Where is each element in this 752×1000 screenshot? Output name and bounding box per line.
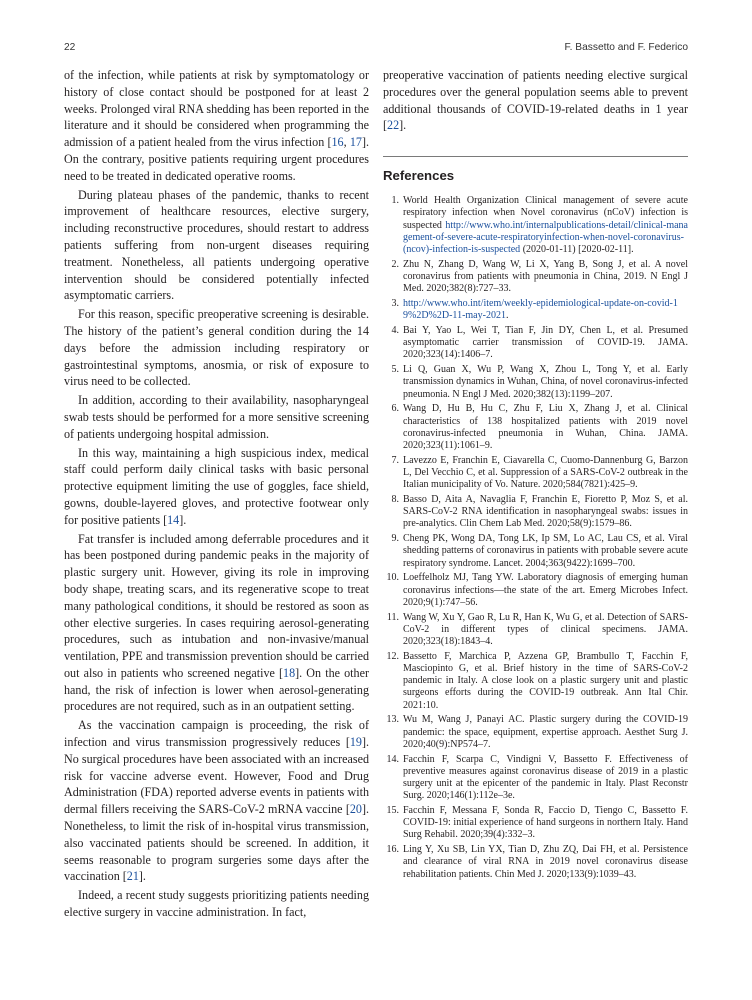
reference-text: Wang D, Hu B, Hu C, Zhu F, Liu X, Zhang J, et al. Clinical characteristics of 138 hospitalized patients with 2019 novel coronavirus-infected pneumonia in Wuhan, China. JAMA. 2020;323(11):1061–9. [403, 403, 688, 452]
reference-item [383, 612, 688, 649]
reference-text: Facchin F, Messana F, Sonda R, Faccio D, Tiengo C, Bassetto F. COVID-19: initial experience of hand surgeons in northern Italy. Hand Surg Rehabil. 2020;39(4):332–3. [403, 805, 688, 841]
text-run: In this way, maintaining a high suspicious index, medical staff could perform daily clinical tasks with basic personal protective equipment limiting the use of goggles, face shield, gowns, double-layered gloves, and protective footwear only for positive patients [ [64, 445, 369, 527]
reference-text: Lavezzo E, Franchin E, Ciavarella C, Cuomo-Dannenburg G, Barzon L, Del Vecchio C, et al. Suppression of a SARS-CoV-2 outbreak in the Italian municipality of Vo. Nature. 2020;584(7821):425–9. [403, 454, 688, 491]
body-paragraph [64, 717, 369, 885]
reference-date: (2020-01-11) [2020-02-11]. [520, 244, 634, 255]
reference-text: Ling Y, Xu SB, Lin YX, Tian D, Zhu ZQ, Dai FH, et al. Persistence and clearance of viral RNA in 2019 novel coronavirus disease rehabilitation patients. Chin Med J. 2020;133(9):1039–43. [403, 844, 688, 880]
text-run: ]. Nonetheless, to limit the risk of in-hospital virus transmission, also vaccinated patients should be screened. In addition, it seems reasonable to program surgeries some days after the vaccination [ [64, 802, 369, 884]
text-run: During plateau phases of the pandemic, thanks to recent improvement of healthcare resources, elective surgery, including reconstructive procedures, should restart to address patients suffering from non-urgent diseases requiring treatment. Nonetheless, all patients undergoing operative intervention should be considered potentially infected asymptomatic carriers. [64, 187, 369, 303]
reference-number: 3. [391, 298, 399, 309]
body-paragraph [64, 887, 369, 921]
citation-link[interactable]: 16 [331, 135, 344, 150]
body-paragraph [64, 392, 369, 442]
page-header [64, 42, 688, 58]
text-run: Fat transfer is included among deferrable procedures and it has been postponed during pandemic peaks in the majority of plastic surgery unit. However, giving its role in improving body shape, treating scars, and its regenerative scope to treat many pathological conditions, it should be restored as soon as other elective surgeries. In cases requiring aerosol-generating procedures, such as intubation and non-invasive/manual ventilation, PPE and transmission prevention should be carried out also in patients who screened negative [ [64, 531, 369, 680]
reference-text: Wang W, Xu Y, Gao R, Lu R, Han K, Wu G, et al. Detection of SARS-CoV-2 in different types of clinical specimens. JAMA. 2020;323(18):1843–4. [403, 611, 688, 648]
reference-text: Cheng PK, Wong DA, Tong LK, Ip SM, Lo AC, Lau CS, et al. Viral shedding patterns of coronavirus in patients with probable severe acute respiratory syndrome. Lancet. 2004;363(9422):1699–700. [403, 533, 688, 569]
reference-item [383, 455, 688, 492]
text-run: In addition, according to their availability, nasopharyngeal swab tests should be performed for a more sensitive screening of patients undergoing hospital admission. [64, 393, 369, 441]
reference-number: 14. [386, 753, 399, 765]
running-head-authors: F. Bassetto and F. Federico [564, 42, 688, 53]
reference-item [383, 298, 688, 322]
reference-number: 11. [386, 611, 399, 623]
citation-link[interactable]: 22 [387, 118, 400, 133]
reference-text: Facchin F, Scarpa C, Vindigni V, Bassetto F. Effectiveness of preventive measures against coronavirus disease of 2019 in a plastic surgery unit at the epicenter of the pandemic in Italy. Plast Reconstr Surg. 2020;146(1):112e–3e. [403, 753, 688, 802]
reference-url-link[interactable]: http://www.who.int/internalpublications-detail/clinical-management-of-severe-acute-respiratoryinfection-when-novel-coronavirus-(ncov)-infection-is-suspected [403, 219, 688, 255]
reference-number: 16. [386, 844, 399, 856]
reference-item [383, 364, 688, 401]
text-run: ]. No surgical procedures have been associated with an increased risk for vaccine adverse event. However, Food and Drug Administration (FDA) reported adverse events in patients with dermal fillers receiving the SARS-CoV-2 mRNA vaccine [ [64, 735, 369, 817]
reference-number: 10. [386, 572, 399, 584]
right-column [383, 67, 688, 883]
reference-text: Basso D, Aita A, Navaglia F, Franchin E, Fioretto P, Moz S, et al. SARS-CoV-2 RNA identification in nasopharyngeal swabs: issues in pre-analytics. Clin Chem Lab Med. 2020;58(9):1579–86. [403, 494, 688, 530]
reference-text: Bai Y, Yao L, Wei T, Tian F, Jin DY, Chen L, et al. Presumed asymptomatic carrier transmission of COVID-19. JAMA. 2020;323(14):1406–7. [403, 325, 688, 361]
text-run: ]. [179, 512, 187, 527]
reference-item [383, 403, 688, 452]
reference-number: 15. [386, 805, 399, 817]
text-run: , [343, 135, 350, 150]
reference-number: 4. [391, 325, 399, 336]
reference-item [383, 195, 688, 256]
text-run: ]. On the contrary, positive patients requiring urgent procedures need to be treated in dedicated operative rooms. [64, 135, 370, 183]
body-paragraph [64, 306, 369, 390]
citation-link[interactable]: 19 [349, 735, 362, 750]
reference-item [383, 651, 688, 712]
reference-number: 8. [391, 494, 399, 506]
references-heading: References [383, 168, 455, 184]
reference-item [383, 325, 688, 362]
text-run: of the infection, while patients at risk by symptomatology or history of close contact should be postponed for at least 2 weeks. Prolonged viral RNA shedding has been reported in the literature and it should be considered when programming the admission of a patient healed from the virus infection [ [64, 68, 369, 150]
reference-number: 7. [391, 454, 399, 466]
reference-url-link[interactable]: http://www.who.int/item/weekly-epidemiological-update-on-covid-19%2D%2D-11-may-2021 [403, 298, 678, 322]
references-list [383, 195, 688, 881]
reference-number: 9. [391, 533, 399, 545]
reference-text: Li Q, Guan X, Wu P, Wang X, Zhou L, Tong Y, et al. Early transmission dynamics in Wuhan, China, of novel coronavirus-infected pneumonia. N Engl J Med. 2020;382(13):1199–207. [403, 364, 688, 400]
body-paragraph [64, 531, 369, 716]
reference-item [383, 844, 688, 881]
reference-number: 1. [391, 195, 399, 207]
reference-number: 5. [391, 364, 399, 376]
text-run: ]. [399, 118, 407, 133]
citation-link[interactable]: 20 [349, 802, 362, 817]
citation-link[interactable]: 14 [167, 512, 180, 527]
continuation-paragraph [383, 67, 688, 134]
reference-item [383, 259, 688, 296]
page-number: 22 [64, 42, 76, 53]
reference-item [383, 494, 688, 531]
section-divider [383, 156, 688, 157]
body-paragraph [64, 445, 369, 529]
left-column [64, 67, 369, 921]
reference-text: World Health Organization Clinical management of severe acute respiratory infection when Novel coronavirus (nCoV) infection is suspected [403, 195, 688, 231]
text-run: As the vaccination campaign is proceeding, the risk of infection and virus transmission progressively reduces [ [64, 718, 369, 750]
body-paragraph [64, 67, 369, 185]
text-run: For this reason, specific preoperative screening is desirable. The history of the patient’s general condition during the 14 days before the admission including respiratory or gastrointestinal symptoms, anosmia, or risk of exposure to virus need to be collected. [64, 307, 369, 389]
citation-link[interactable]: 17 [349, 135, 362, 150]
text-run: ]. On the other hand, the risk of infection is lower when aerosol-generating procedures are not required, such as in an outpatient setting. [64, 665, 369, 714]
reference-item [383, 754, 688, 803]
reference-number: 13. [386, 714, 399, 726]
reference-item [383, 533, 688, 570]
reference-number: 2. [391, 258, 399, 270]
citation-link[interactable]: 21 [126, 869, 139, 884]
reference-item [383, 805, 688, 842]
reference-date: . [505, 310, 509, 322]
reference-number: 12. [386, 650, 399, 662]
text-run: ]. [138, 869, 146, 884]
reference-number: 6. [391, 403, 399, 415]
text-run: preoperative vaccination of patients needing elective surgical procedures over the general population seems able to prevent additional thousands of COVID-19-related deaths in 1 year [ [383, 68, 688, 133]
citation-link[interactable]: 18 [283, 665, 296, 680]
reference-text: Zhu N, Zhang D, Wang W, Li X, Yang B, Song J, et al. A novel coronavirus from patients with pneumonia in China, 2019. N Engl J Med. 2020;382(8):727–33. [403, 258, 688, 295]
reference-text: Bassetto F, Marchica P, Azzena GP, Brambullo T, Facchin F, Masciopinto G, et al. Brief history in the time of SARS-CoV-2 pandemic in Italy. A close look on a plastic surgery unit and plastic surgeons efforts during the COVID-19 outbreak. Ann Ital Chir. 2021:10. [403, 650, 688, 711]
reference-item [383, 572, 688, 609]
reference-item [383, 714, 688, 751]
reference-text: Loeffelholz MJ, Tang YW. Laboratory diagnosis of emerging human coronavirus infections—the state of the art. Emerg Microbes Infect. 2020;9(1):747–56. [403, 572, 688, 608]
reference-text: Wu M, Wang J, Panayi AC. Plastic surgery during the COVID-19 pandemic: the space, equipment, expertise approach. Aesthet Surg J. 2020;40(9):NP574–7. [403, 714, 688, 750]
text-run: Indeed, a recent study suggests prioritizing patients needing elective surgery in vaccine administration. In fact, [64, 888, 369, 920]
body-paragraph [64, 187, 369, 305]
